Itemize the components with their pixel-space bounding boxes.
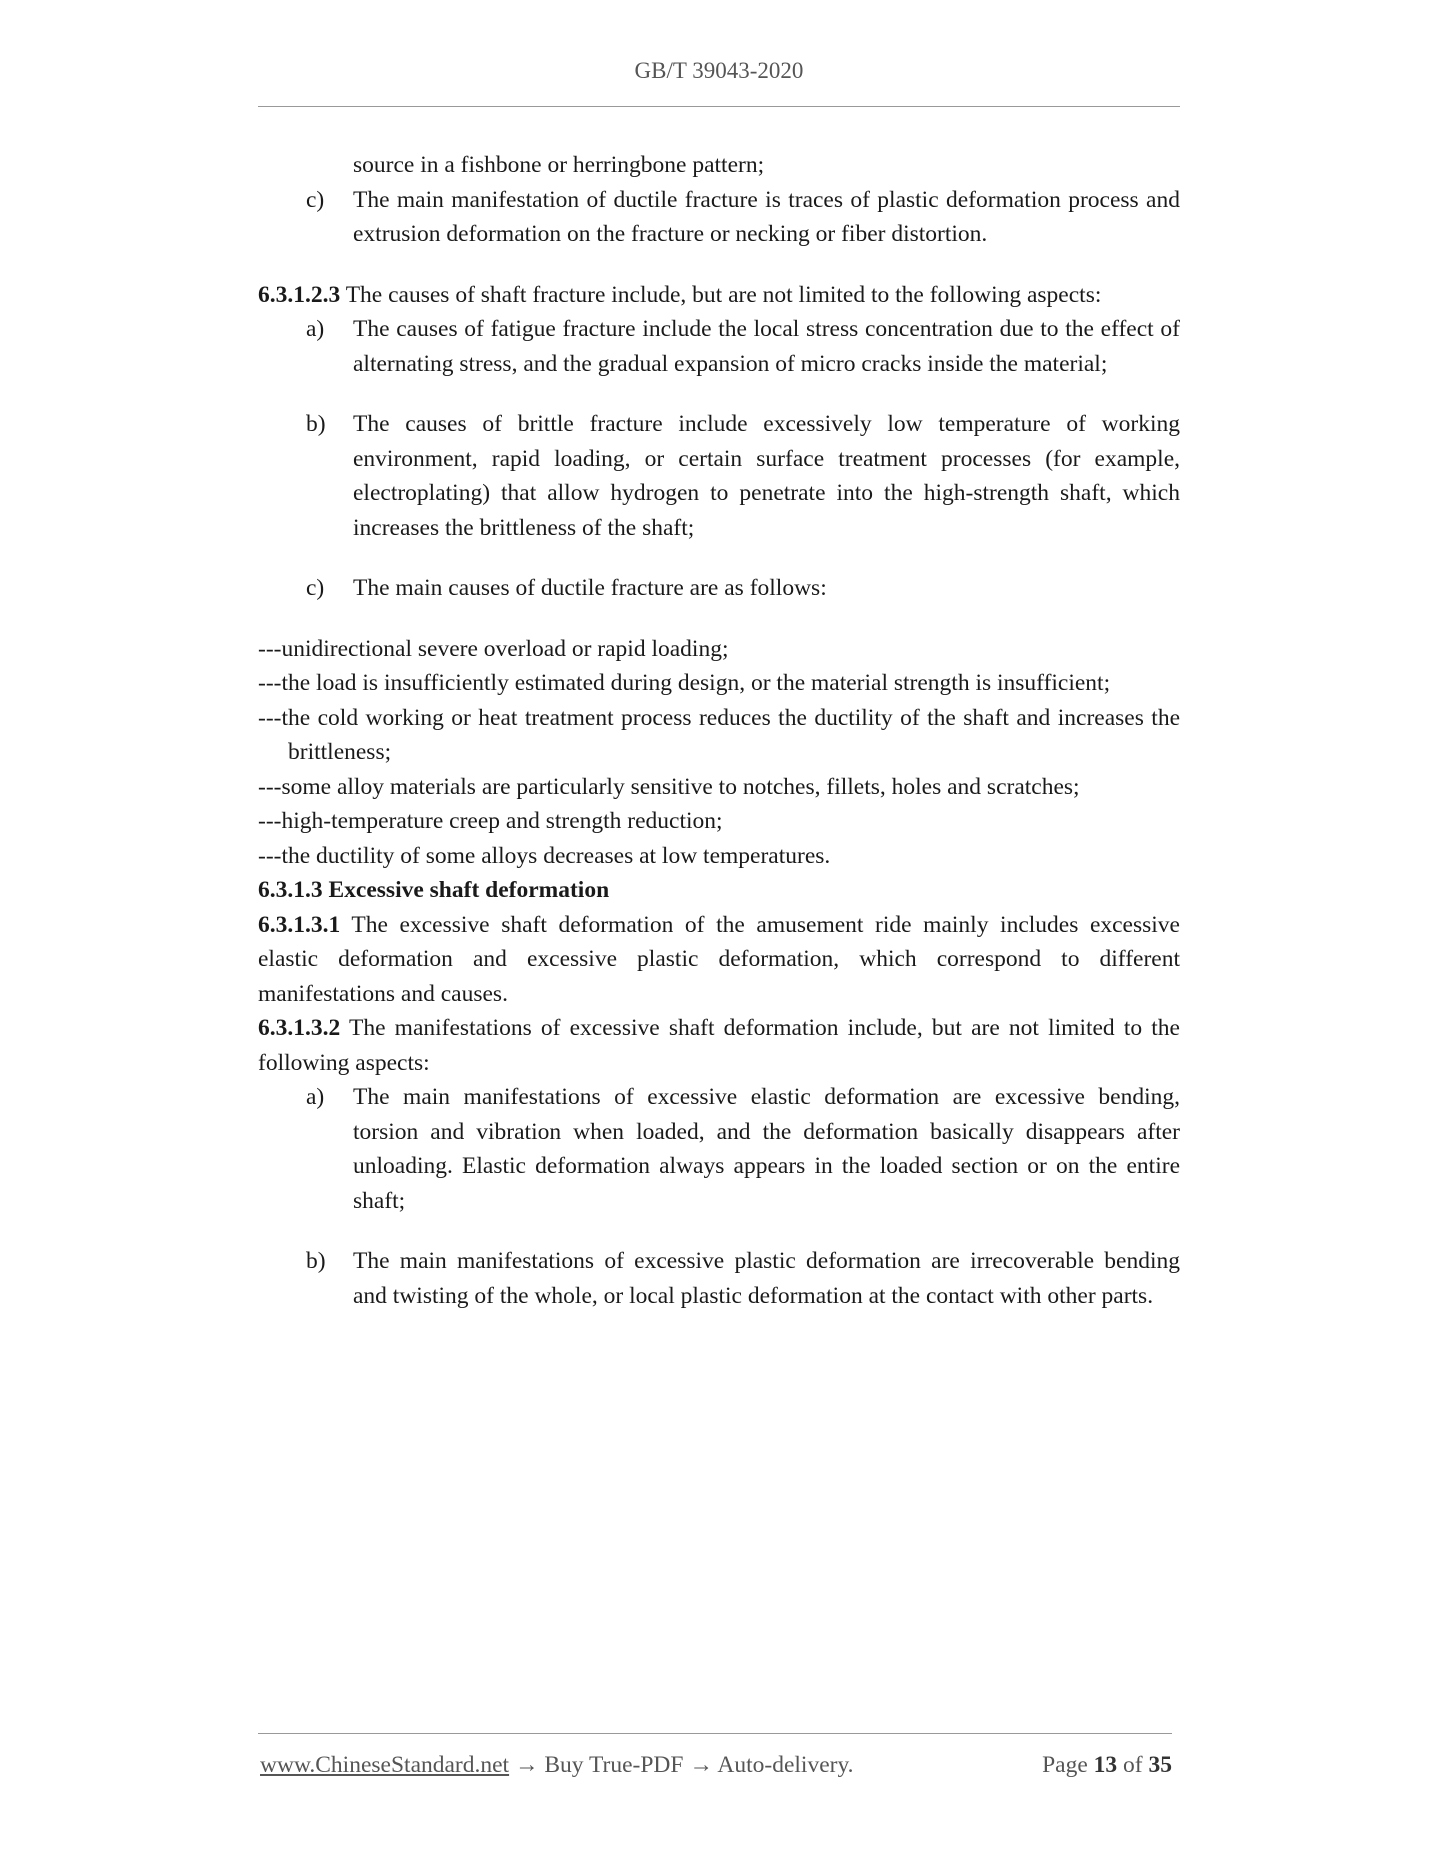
dash-item: ---the cold working or heat treatment process reduces the ductility of the shaft and increases the brittleness; (258, 704, 1180, 765)
list-text: The main manifestations of excessive elastic deformation are excessive bending, torsion and vibration when loaded, and the deformation basically disappears after unloading. Elastic deformation always appears in the loaded section or on the entire shaft; (353, 1084, 1180, 1214)
clause-text: The causes of shaft fracture include, but are not limited to the following aspects: (340, 281, 1102, 308)
list-item (258, 312, 1180, 381)
list-item (258, 1244, 1180, 1313)
list-item (258, 1080, 1180, 1218)
clause-6-3-1-3-1 (258, 908, 1180, 1012)
document-header: GB/T 39043-2020 (634, 58, 804, 83)
list-text: The causes of fatigue fracture include the local stress concentration due to the effect of alternating stress, and the gradual expansion of micro cracks inside the material; (353, 316, 1180, 377)
page-word: Page (1042, 1752, 1088, 1778)
list-label: c) (306, 186, 325, 213)
list-label: a) (306, 1084, 325, 1110)
continued-paragraph: source in a fishbone or herringbone pattern; (353, 152, 765, 178)
document-footer (260, 1752, 1172, 1779)
dash-item: ---high-temperature creep and strength reduction; (258, 808, 723, 834)
clause-6-3-1-3-2 (258, 1011, 1180, 1080)
dash-item: ---unidirectional severe overload or rapid loading; (258, 635, 729, 662)
page-number: 13 (1093, 1752, 1118, 1778)
clause-number: 6.3.1.3.2 (258, 1015, 341, 1041)
list-label: c) (306, 575, 325, 601)
of-word: of (1123, 1752, 1143, 1778)
clause-text: The excessive shaft deformation of the amusement ride mainly includes excessive elastic deformation and excessive plastic deformation, which correspond to different manifestations and causes. (258, 911, 1180, 1007)
page-indicator (1042, 1752, 1172, 1779)
list-label: b) (306, 411, 326, 437)
section-heading: 6.3.1.3 Excessive shaft deformation (258, 877, 610, 903)
list-label: a) (306, 316, 325, 342)
header-divider (258, 106, 1180, 107)
list-text: The main causes of ductile fracture are as follows: (353, 575, 827, 601)
clause-number: 6.3.1.2.3 (258, 281, 341, 308)
list-text: The causes of brittle fracture include excessively low temperature of working environment, rapid loading, or certain surface treatment processes (for example, electroplating) that allow hydrogen to penetrate into the high-strength shaft, which increases the brittleness of the shaft; (353, 411, 1180, 541)
list-text: The main manifestation of ductile fracture is traces of plastic deformation process and extrusion deformation on the fracture or necking or fiber distortion. (353, 186, 1180, 247)
page-total: 35 (1148, 1752, 1172, 1778)
list-item (258, 571, 1180, 606)
clause-text: The manifestations of excessive shaft deformation include, but are not limited to the following aspects: (258, 1015, 1180, 1076)
list-label: b) (306, 1248, 326, 1274)
footer-left (260, 1752, 854, 1779)
dash-item: ---the ductility of some alloys decreases at low temperatures. (258, 842, 831, 869)
list-item (258, 407, 1180, 545)
list-text: The main manifestations of excessive plastic deformation are irrecoverable bending and twisting of the whole, or local plastic deformation at the contact with other parts. (353, 1248, 1180, 1309)
document-body (258, 148, 1180, 1313)
list-item (258, 183, 1180, 252)
dash-item: ---the load is insufficiently estimated during design, or the material strength is insufficient; (258, 670, 1111, 696)
website-link[interactable]: www.ChineseStandard.net (260, 1752, 510, 1778)
footer-divider (258, 1733, 1172, 1734)
clause-number: 6.3.1.3.1 (258, 911, 341, 938)
footer-links-text: → Buy True-PDF → Auto-delivery. (509, 1752, 854, 1778)
clause-6-3-1-2-3 (258, 278, 1180, 313)
dash-item: ---some alloy materials are particularly sensitive to notches, fillets, holes and scratches; (258, 773, 1080, 800)
